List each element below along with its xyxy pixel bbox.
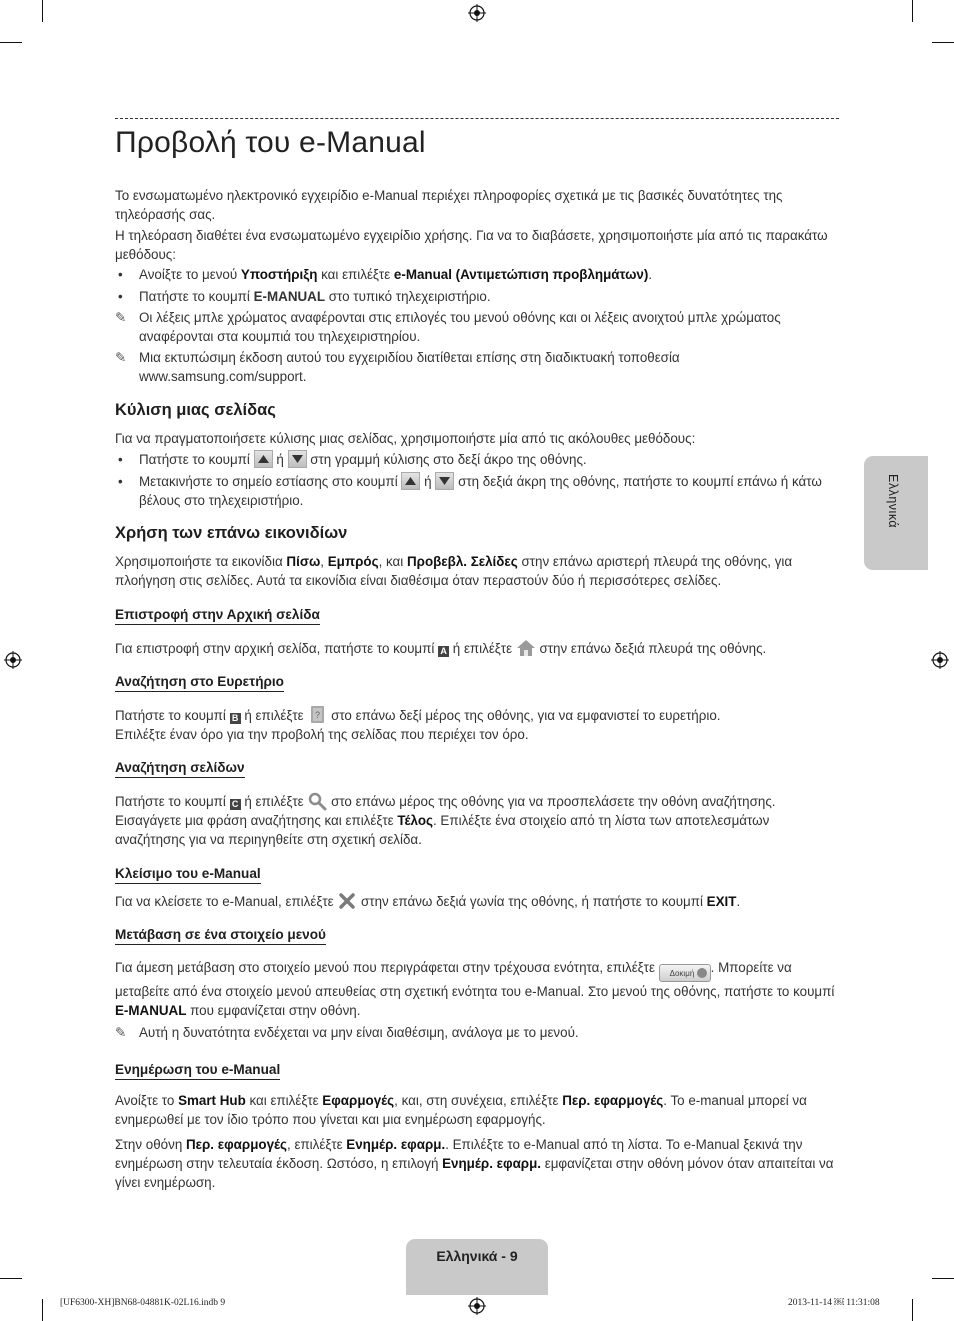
text: στην επάνω δεξιά πλευρά της οθόνης. (535, 641, 767, 656)
bullet-item (115, 472, 837, 510)
menu-term: Εφαρμογές (322, 1093, 395, 1108)
text: . (736, 894, 741, 909)
crop-mark (0, 1278, 22, 1279)
text: ή επιλέξτε (240, 794, 308, 809)
scroll-down-icon (435, 472, 454, 490)
section-paragraph: Για να πραγματοποιήσετε κύλισης μιας σελίδας, χρησιμοποιήστε μία από τις ακόλουθες μεθόδους: (115, 431, 696, 446)
text: που εμφανίζεται στην οθόνη. (186, 1003, 361, 1018)
text: Χρησιμοποιήστε τα εικονίδια (115, 554, 287, 569)
print-timestamp: 2013-11-14 ￼ 11:31:08 (788, 1298, 880, 1308)
crop-mark (0, 42, 22, 43)
try-now-button (659, 964, 711, 982)
text: στη δεξιά άκρη της οθόνης, πατήστε το κουμπί επάνω ή κάτω βέλους στο τηλεχειριστήριο. (139, 474, 822, 508)
text: , και, στη συνέχεια, επιλέξτε (394, 1093, 563, 1108)
text: Πατήστε το κουμπί (115, 708, 230, 723)
text: και επιλέξτε (245, 1093, 323, 1108)
bullet-glyph: • (118, 452, 123, 467)
try-now-label: Δοκιμή (669, 969, 695, 978)
text: ή (272, 452, 288, 467)
text: . Μπορείτε να μεταβείτε από ένα στοιχείο μενού απευθείας στη σχετική ενότητα του e-Manual. Στο μενού της οθόνης, πατήστε το κουμπί (115, 960, 835, 999)
crop-mark (912, 1299, 913, 1321)
note-item (115, 1023, 837, 1042)
text: . Επιλέξτε το e-Manual από τη λίστα. Το e-Manual ξεκινά την ενημέρωση στην τελευταία έκδοση. Ωστόσο, η επιλογή (115, 1137, 803, 1171)
b-key-icon: B (230, 713, 241, 724)
subsection-paragraph (115, 811, 837, 849)
text: στη γραμμή κύλισης στο δεξί άκρο της οθόνης. (306, 452, 587, 467)
text: στο τυπικό τηλεχειριστήριο. (325, 289, 491, 304)
subsection (115, 605, 837, 625)
menu-term: Περ. εφαρμογές (186, 1137, 288, 1152)
note-pencil-icon: ✎ (115, 350, 127, 365)
print-file-info: [UF6300-XH]BN68-04881K-02L16.indb 9 (60, 1298, 226, 1308)
menu-term: Τέλος (397, 813, 433, 828)
subsection (115, 672, 837, 692)
note-pencil-icon: ✎ (115, 310, 127, 325)
bullet-glyph: • (118, 474, 123, 489)
text: Εισαγάγετε μια φράση αναζήτησης και επιλέξτε (115, 813, 398, 828)
intro-paragraph: Η τηλεόραση διαθέτει ένα ενσωματωμένο εγχειρίδιο χρήσης. Για να το διαβάσετε, χρησιμοποιήστε μία από τις παρακάτω μεθόδους: (115, 228, 828, 262)
menu-term: e-Manual (Αντιμετώπιση προβλημάτων) (393, 267, 649, 282)
section-paragraph (115, 552, 837, 590)
text: Για άμεση μετάβαση στο στοιχείο μενού που περιγράφεται στην τρέχουσα ενότητα, επιλέξτε (115, 960, 659, 975)
index-book-icon (307, 705, 327, 725)
language-side-tab (864, 456, 928, 570)
subsection-paragraph (115, 958, 837, 1020)
note-text: Αυτή η δυνατότητα ενδέχεται να μην είναι διαθέσιμη, ανάλογα με το μενού. (139, 1025, 579, 1040)
menu-term: Εμπρός (327, 554, 379, 569)
subsection-paragraph (115, 638, 837, 658)
note-item (115, 348, 837, 386)
page-number-tab (406, 1239, 548, 1295)
note-pencil-icon: ✎ (115, 1025, 127, 1040)
svg-text:?: ? (315, 710, 321, 720)
subsection (115, 925, 837, 945)
intro-paragraph: Το ενσωματωμένο ηλεκτρονικό εγχειρίδιο e-Manual περιέχει πληροφορίες σχετικά με τις βασικές δυνατότητες της τηλεόρασής σας. (115, 188, 783, 222)
subsection-paragraph (115, 891, 837, 911)
text: στο επάνω δεξί μέρος της οθόνης, για να εμφανιστεί το ευρετήριο. (327, 708, 721, 723)
c-key-icon: C (230, 799, 241, 810)
search-icon (307, 791, 327, 811)
remote-button-term: E-MANUAL (253, 289, 326, 304)
subsection-paragraph: Επιλέξτε έναν όρο για την προβολή της σελίδας που περιέχει τον όρο. (115, 727, 529, 742)
bullet-glyph: • (118, 267, 123, 282)
text: Πατήστε το κουμπί (115, 794, 230, 809)
subsection-paragraph (115, 1135, 837, 1192)
text: στην επάνω αριστερή πλευρά της οθόνης, για πλοήγηση στις σελίδες. Αυτά τα εικονίδια είναι διαθέσιμα όταν περαστούν δύο ή περισσότερες σελίδες. (115, 554, 793, 588)
text: . (648, 267, 653, 282)
subsection-heading: Ενημέρωση του e-Manual (115, 1060, 280, 1080)
menu-term: Περ. εφαρμογές (562, 1093, 664, 1108)
crop-mark (932, 1278, 954, 1279)
registration-mark-icon (4, 651, 22, 669)
text: Ανοίξτε το μενού (139, 267, 241, 282)
text: ή επιλέξτε (449, 641, 516, 656)
page-title: Προβολή του e-Manual (115, 126, 426, 159)
text: Μετακινήστε το σημείο εστίασης στο κουμπί (139, 474, 402, 489)
crop-mark (932, 42, 954, 43)
text: στο επάνω μέρος της οθόνης για να προσπελάσετε την οθόνη αναζήτησης. (327, 794, 776, 809)
registration-mark-icon (468, 4, 486, 22)
remote-button-term: EXIT (706, 894, 737, 909)
menu-term: Smart Hub (178, 1093, 246, 1108)
text: . Επιλέξτε ένα στοιχείο από τη λίστα των αποτελεσμάτων αναζήτησης για να περιηγηθείτε στη σχετική σελίδα. (115, 813, 770, 847)
a-key-icon: A (438, 646, 449, 657)
subsection-heading: Επιστροφή στην Αρχική σελίδα (115, 605, 320, 625)
home-icon (516, 638, 536, 658)
note-text: Μια εκτυπώσιμη έκδοση αυτού του εγχειριδίου διατίθεται επίσης στη διαδικτυακή τοποθεσία www.samsung.com/support. (139, 350, 680, 384)
scroll-down-icon (288, 450, 307, 468)
text: . Το e-manual μπορεί να ενημερωθεί με τον ίδιο τρόπο που γίνεται και μια ενημέρωση εφαρμογής. (115, 1093, 807, 1127)
play-arrow-icon (697, 968, 707, 978)
subsection-heading: Αναζήτηση στο Ευρετήριο (115, 672, 284, 692)
section-heading: Χρήση των επάνω εικονιδίων (115, 524, 348, 542)
page-content (115, 186, 837, 1192)
crop-mark (912, 0, 913, 22)
subsection (115, 864, 837, 884)
subsection (115, 758, 837, 778)
bullet-item (115, 265, 837, 284)
subsection-paragraph (115, 1091, 837, 1129)
scroll-up-icon (254, 450, 273, 468)
text: Πατήστε το κουμπί (139, 452, 254, 467)
text: Στην οθόνη (115, 1137, 186, 1152)
text: , επιλέξτε (287, 1137, 347, 1152)
remote-button-term: E-MANUAL (115, 1003, 187, 1018)
subsection-paragraph (115, 791, 837, 811)
note-text: Οι λέξεις μπλε χρώματος αναφέρονται στις επιλογές του μενού οθόνης και οι λέξεις ανοιχτού μπλε χρώματος αναφέρονται στα κουμπιά του τηλεχειριστηρίου. (139, 310, 781, 344)
text: Για επιστροφή στην αρχική σελίδα, πατήστε το κουμπί (115, 641, 439, 656)
crop-mark (42, 0, 43, 22)
menu-term: Ενημέρ. εφαρμ. (442, 1156, 542, 1171)
text: εμφανίζεται στην οθόνη μόνον όταν απαιτείται να γίνει ενημέρωση. (115, 1156, 834, 1190)
section-heading: Κύλιση μιας σελίδας (115, 401, 276, 419)
text: Πατήστε το κουμπί (139, 289, 254, 304)
bullet-item (115, 287, 837, 306)
menu-term: Πίσω (286, 554, 321, 569)
text: , (320, 554, 328, 569)
subsection-heading: Μετάβαση σε ένα στοιχείο μενού (115, 925, 326, 945)
text: Για να κλείσετε το e-Manual, επιλέξτε (115, 894, 338, 909)
bullet-glyph: • (118, 289, 123, 304)
note-item (115, 308, 837, 346)
menu-term: Ενημέρ. εφαρμ. (346, 1137, 446, 1152)
subsection-heading: Κλείσιμο του e-Manual (115, 864, 261, 884)
text: και επιλέξτε (317, 267, 394, 282)
text: ή (420, 474, 436, 489)
side-tab-label: Ελληνικά (886, 474, 900, 529)
close-icon (337, 891, 357, 911)
registration-mark-icon (931, 651, 949, 669)
title-dashed-rule (115, 118, 839, 119)
menu-term: Προβεβλ. Σελίδες (406, 554, 518, 569)
bullet-item (115, 450, 837, 469)
scroll-up-icon (401, 472, 420, 490)
crop-mark (42, 1299, 43, 1321)
text: στην επάνω δεξιά γωνία της οθόνης, ή πατήστε το κουμπί (357, 894, 707, 909)
text: , και (378, 554, 407, 569)
menu-term: Υποστήριξη (240, 267, 318, 282)
text: ή επιλέξτε (240, 708, 308, 723)
page-number: Ελληνικά - 9 (436, 1248, 518, 1264)
text: Ανοίξτε το (115, 1093, 179, 1108)
subsection (115, 1060, 837, 1080)
registration-mark-icon (468, 1297, 486, 1315)
subsection-paragraph (115, 705, 837, 725)
subsection-heading: Αναζήτηση σελίδων (115, 758, 245, 778)
